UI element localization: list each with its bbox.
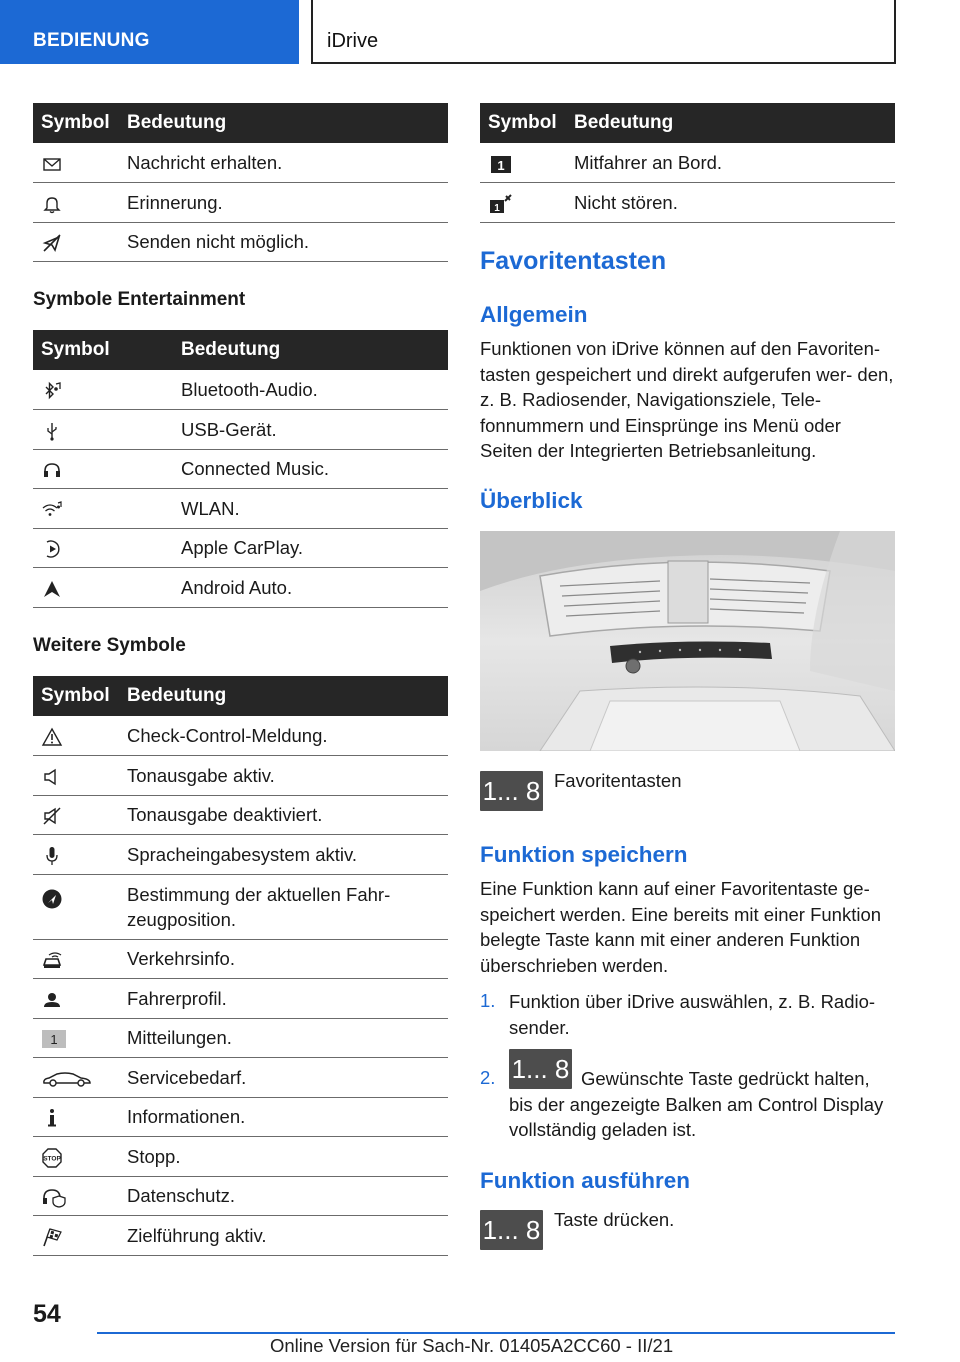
page-number: 54 bbox=[33, 1300, 61, 1328]
favorites-title: Favoritentasten bbox=[480, 247, 667, 275]
row-text: Stopp. bbox=[119, 1137, 448, 1177]
favorite-keys-icon: 1... 8 bbox=[480, 771, 543, 811]
send-disabled-icon bbox=[41, 232, 63, 254]
speichern-text: Eine Funktion kann auf einer Favoritentaste ge- speichert werden. Eine bereits mit einer Funktion belegte Taste kann mit einer anderen Funktion überschrieben werden. bbox=[480, 878, 882, 976]
allgemein-text: Funktionen von iDrive können auf den Favoriten- tasten gespeichert und direkt aufgerufen wer- den, z. B. Radiosender, Navigationsziele, Tele- fonnummern und Einsprünge ins Menü oder Seiten der Integrierten Betriebsanleitung. bbox=[480, 338, 894, 462]
table-row bbox=[33, 1058, 448, 1098]
step-text: Gewünschte Taste gedrückt halten, bis der angezeigte Balken am Control Display vollständig geladen ist. bbox=[509, 1068, 884, 1141]
table-row bbox=[480, 143, 895, 183]
row-text: Bestimmung der aktuellen Fahr- zeugposition. bbox=[119, 874, 448, 939]
row-text: Android Auto. bbox=[173, 568, 448, 608]
service-car-icon bbox=[41, 1068, 93, 1090]
warning-triangle-icon bbox=[41, 726, 63, 748]
svg-text:1: 1 bbox=[494, 202, 500, 214]
wlan-icon bbox=[41, 499, 63, 521]
footer-online-version: Online Version für Sach-Nr. 01405A2CC60 - II/21 bbox=[270, 1335, 674, 1356]
col-symbol: Symbol bbox=[33, 103, 119, 143]
row-text: Tonausgabe deaktiviert. bbox=[119, 795, 448, 835]
table-row bbox=[33, 1137, 448, 1177]
row-text: Nachricht erhalten. bbox=[119, 143, 448, 183]
table-row bbox=[33, 1097, 448, 1137]
microphone-icon bbox=[41, 845, 63, 867]
step-text: Funktion über iDrive auswählen, z. B. Radio- sender. bbox=[509, 991, 876, 1038]
table-row bbox=[33, 1176, 448, 1216]
table-row bbox=[33, 222, 448, 262]
row-text: Mitfahrer an Bord. bbox=[566, 143, 895, 183]
ueberblick-heading: Überblick bbox=[480, 488, 583, 513]
entertainment-heading: Symbole Entertainment bbox=[33, 289, 246, 310]
footer-divider bbox=[97, 1332, 895, 1334]
speichern-heading: Funktion speichern bbox=[480, 842, 688, 867]
row-text: WLAN. bbox=[173, 489, 448, 529]
table-row bbox=[33, 143, 448, 183]
table-row bbox=[33, 756, 448, 796]
table-row bbox=[33, 874, 448, 939]
passenger-icon bbox=[488, 153, 514, 175]
ausfuehren-text: Taste drücken. bbox=[554, 1209, 675, 1230]
table-row bbox=[33, 528, 448, 568]
row-text: Informationen. bbox=[119, 1097, 448, 1137]
bell-icon bbox=[41, 193, 63, 215]
carplay-icon bbox=[41, 538, 63, 560]
location-icon bbox=[41, 888, 63, 910]
row-text: Connected Music. bbox=[173, 449, 448, 489]
col-meaning: Bedeutung bbox=[566, 103, 895, 143]
chapter-tab bbox=[311, 0, 896, 64]
col-meaning: Bedeutung bbox=[119, 676, 448, 716]
driver-profile-icon bbox=[41, 989, 63, 1011]
favorite-buttons-photo bbox=[480, 531, 895, 751]
table-row bbox=[33, 1018, 448, 1058]
weitere-heading: Weitere Symbole bbox=[33, 635, 186, 656]
table-row bbox=[33, 489, 448, 529]
row-text: Tonausgabe aktiv. bbox=[119, 756, 448, 796]
step-number: 1. bbox=[480, 990, 496, 1011]
traffic-info-icon bbox=[41, 949, 67, 971]
symbol-table-entertainment bbox=[33, 330, 448, 608]
row-text: Verkehrsinfo. bbox=[119, 939, 448, 979]
row-text: Erinnerung. bbox=[119, 183, 448, 223]
row-text: Datenschutz. bbox=[119, 1176, 448, 1216]
ausfuehren-heading: Funktion ausführen bbox=[480, 1168, 690, 1193]
row-text: Apple CarPlay. bbox=[173, 528, 448, 568]
row-text: Zielführung aktiv. bbox=[119, 1216, 448, 1256]
row-text: Senden nicht möglich. bbox=[119, 222, 448, 262]
favorite-keys-icon: 1... 8 bbox=[480, 1210, 543, 1250]
table-row bbox=[33, 795, 448, 835]
col-meaning: Bedeutung bbox=[173, 330, 448, 370]
connected-music-icon bbox=[41, 459, 63, 481]
table-row bbox=[33, 568, 448, 608]
table-row bbox=[33, 1216, 448, 1256]
favorite-keys-icon: 1... 8 bbox=[509, 1049, 572, 1089]
svg-text:1: 1 bbox=[50, 1032, 58, 1048]
svg-text:STOP: STOP bbox=[43, 1155, 61, 1163]
row-text: Fahrerprofil. bbox=[119, 979, 448, 1019]
col-symbol: Symbol bbox=[33, 676, 119, 716]
table-row bbox=[33, 939, 448, 979]
chapter-title: iDrive bbox=[327, 30, 379, 52]
symbol-table-other bbox=[33, 676, 448, 1256]
row-text: Nicht stören. bbox=[566, 183, 895, 223]
col-symbol: Symbol bbox=[33, 330, 173, 370]
image-caption: Favoritentasten bbox=[554, 770, 682, 791]
row-text: Spracheingabesystem aktiv. bbox=[119, 835, 448, 875]
symbol-table-passenger bbox=[480, 103, 895, 223]
row-text: USB-Gerät. bbox=[173, 410, 448, 450]
section-title: BEDIENUNG bbox=[33, 30, 150, 51]
col-meaning: Bedeutung bbox=[119, 103, 448, 143]
table-row bbox=[33, 370, 448, 410]
row-text: Servicebedarf. bbox=[119, 1058, 448, 1098]
table-row bbox=[33, 979, 448, 1019]
speaker-muted-icon bbox=[41, 805, 63, 827]
privacy-icon bbox=[41, 1186, 67, 1208]
table-row bbox=[33, 449, 448, 489]
table-row bbox=[480, 183, 895, 223]
stop-icon bbox=[41, 1147, 63, 1169]
messages-icon bbox=[41, 1028, 67, 1050]
android-auto-icon bbox=[41, 578, 63, 600]
bluetooth-audio-icon bbox=[41, 380, 63, 402]
row-text: Bluetooth-Audio. bbox=[173, 370, 448, 410]
step-number: 2. bbox=[480, 1067, 496, 1088]
usb-icon bbox=[41, 420, 63, 442]
svg-text:1: 1 bbox=[497, 158, 505, 174]
allgemein-heading: Allgemein bbox=[480, 302, 588, 327]
info-icon bbox=[41, 1107, 63, 1129]
table-row bbox=[33, 716, 448, 756]
table-row bbox=[33, 410, 448, 450]
symbol-table-messages bbox=[33, 103, 448, 262]
table-row bbox=[33, 183, 448, 223]
speaker-icon bbox=[41, 766, 63, 788]
row-text: Check-Control-Meldung. bbox=[119, 716, 448, 756]
destination-flag-icon bbox=[41, 1226, 63, 1248]
col-symbol: Symbol bbox=[480, 103, 566, 143]
table-row bbox=[33, 835, 448, 875]
envelope-icon bbox=[41, 153, 63, 175]
row-text: Mitteilungen. bbox=[119, 1018, 448, 1058]
section-tab bbox=[0, 0, 299, 64]
do-not-disturb-icon bbox=[488, 193, 514, 215]
